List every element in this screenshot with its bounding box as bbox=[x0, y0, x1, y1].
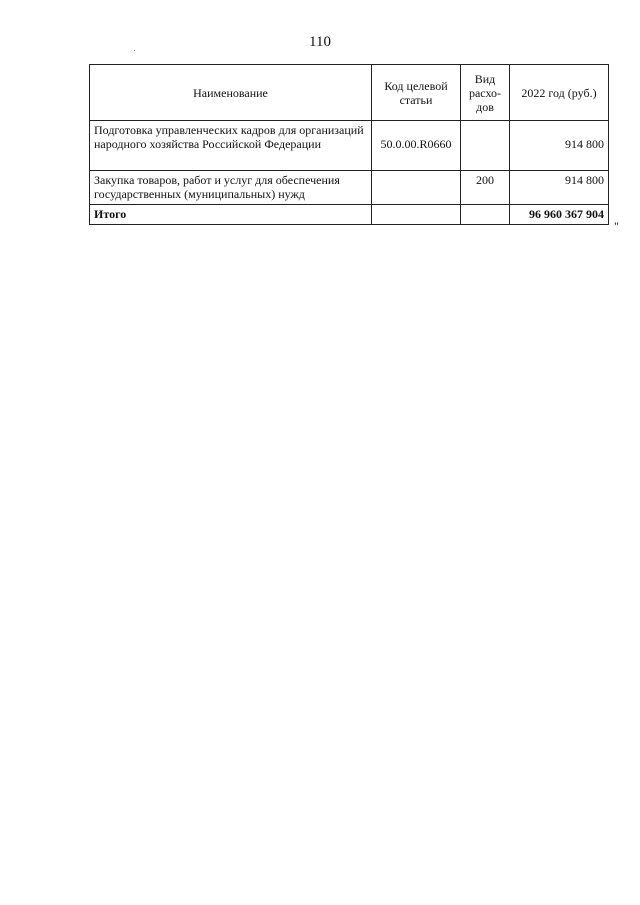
header-type: Вид расхо-дов bbox=[461, 65, 510, 121]
header-code: Код целевой статьи bbox=[372, 65, 461, 121]
page-number: 110 bbox=[309, 34, 331, 50]
cell-type: 200 bbox=[461, 171, 510, 205]
table-row bbox=[90, 121, 609, 171]
table-header-row bbox=[90, 65, 609, 121]
cell-code bbox=[372, 171, 461, 205]
cell-code: 50.0.00.R0660 bbox=[372, 121, 461, 171]
closing-quote: " bbox=[614, 219, 619, 233]
scan-dot bbox=[134, 50, 135, 51]
total-type-empty bbox=[461, 205, 510, 225]
total-label: Итого bbox=[90, 205, 372, 225]
header-amount: 2022 год (руб.) bbox=[510, 65, 609, 121]
header-name: Наименование bbox=[90, 65, 372, 121]
cell-name: Подготовка управленческих кадров для организаций народного хозяйства Российской Федерации bbox=[90, 121, 372, 171]
total-row bbox=[90, 205, 609, 225]
total-amount: 96 960 367 904 bbox=[510, 205, 609, 225]
total-code-empty bbox=[372, 205, 461, 225]
table-row bbox=[90, 171, 609, 205]
budget-table bbox=[89, 64, 609, 225]
cell-name: Закупка товаров, работ и услуг для обеспечения государственных (муниципальных) нужд bbox=[90, 171, 372, 205]
cell-amount: 914 800 bbox=[510, 171, 609, 205]
cell-amount: 914 800 bbox=[510, 121, 609, 171]
cell-type bbox=[461, 121, 510, 171]
